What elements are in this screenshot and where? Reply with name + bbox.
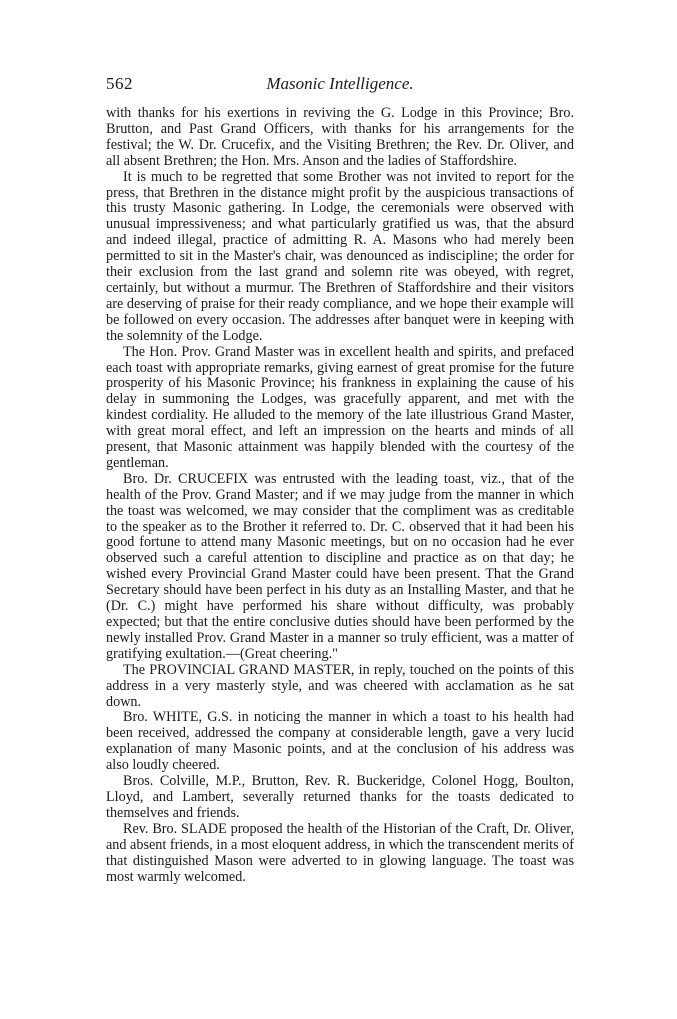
page-header xyxy=(106,72,574,102)
paragraph: Bro. WHITE, G.S. in noticing the manner in which a toast to his health had been received, addressed the company at considerable length, gave a very lucid explanation of many Masonic points, and at the conclusion of his address was also loudly cheered. xyxy=(106,709,574,774)
paragraph: with thanks for his exertions in reviving the G. Lodge in this Province; Bro. Brutton, and Past Grand Officers, with thanks for his arrangements for the festival; the W. Dr. Crucefix, and the Visiting Brethren; the Rev. Dr. Oliver, and all absent Brethren; the Hon. Mrs. Anson and the ladies of Staffordshire. xyxy=(106,105,574,169)
paragraph: Bros. Colville, M.P., Brutton, Rev. R. Buckeridge, Colonel Hogg, Boulton, Lloyd, and Lambert, severally returned thanks for the toasts dedicated to themselves and friends. xyxy=(106,773,574,821)
paragraph: Rev. Bro. SLADE proposed the health of the Historian of the Craft, Dr. Oliver, and absent friends, in a most eloquent address, in which the transcendent merits of that distinguished Mason were adverted to in glowing language. The toast was most warmly welcomed. xyxy=(106,820,574,885)
paragraph: It is much to be regretted that some Brother was not invited to report for the press, that Brethren in the distance might profit by the auspicious transactions of this trusty Masonic gathering. In Lodge, the ceremonials were observed with unusual impressiveness; and what particularly gratified us was, that the absurd and indeed illegal, practice of admitting R. A. Masons who had merely been permitted to sit in the Master's chair, was denounced as indiscipline; the order for their exclusion from the last grand and solemn rite was obeyed, with regret, certainly, but without a murmur. The Brethren of Staffordshire and their visitors are deserving of praise for their ready compliance, and we hope their example will be followed on every occasion. The addresses after banquet were in keeping with the solemnity of the Lodge. xyxy=(106,168,574,344)
article-body xyxy=(106,106,574,885)
document-page xyxy=(106,72,574,885)
running-title: Masonic Intelligence. xyxy=(266,74,414,93)
page-number: 562 xyxy=(106,74,133,93)
paragraph: The Hon. Prov. Grand Master was in excellent health and spirits, and prefaced each toast with appropriate remarks, giving earnest of great promise for the future prosperity of his Masonic Province; his frankness in explaining the cause of his delay in summoning the Lodges, was gracefully apparent, and met with the kindest cordiality. He alluded to the memory of the late illustrious Grand Master, with great moral effect, and left an impression on the hearts and minds of all present, that Masonic attainment was happily blended with the courtesy of the gentleman. xyxy=(106,343,574,471)
paragraph: Bro. Dr. CRUCEFIX was entrusted with the leading toast, viz., that of the health of the Prov. Grand Master; and if we may judge from the manner in which the toast was welcomed, we may consider that the compliment was as creditable to the speaker as to the Brother it referred to. Dr. C. observed that it had been his good fortune to attend many Masonic meetings, but on no occasion had he ever observed such a careful attention to discipline and practice as on that day; he wished every Provincial Grand Master could have been present. That the Grand Secretary should have been perfect in his duty as an Installing Master, and that he (Dr. C.) might have performed his share without difficulty, was probably expected; but that the entire conclusive duties should have been performed by the newly installed Prov. Grand Master in a manner so truly efficient, was a matter of gratifying exultation.—(Great cheering." xyxy=(106,470,574,662)
paragraph: The PROVINCIAL GRAND MASTER, in reply, touched on the points of this address in a very masterly style, and was cheered with acclamation as he sat down. xyxy=(106,661,574,710)
